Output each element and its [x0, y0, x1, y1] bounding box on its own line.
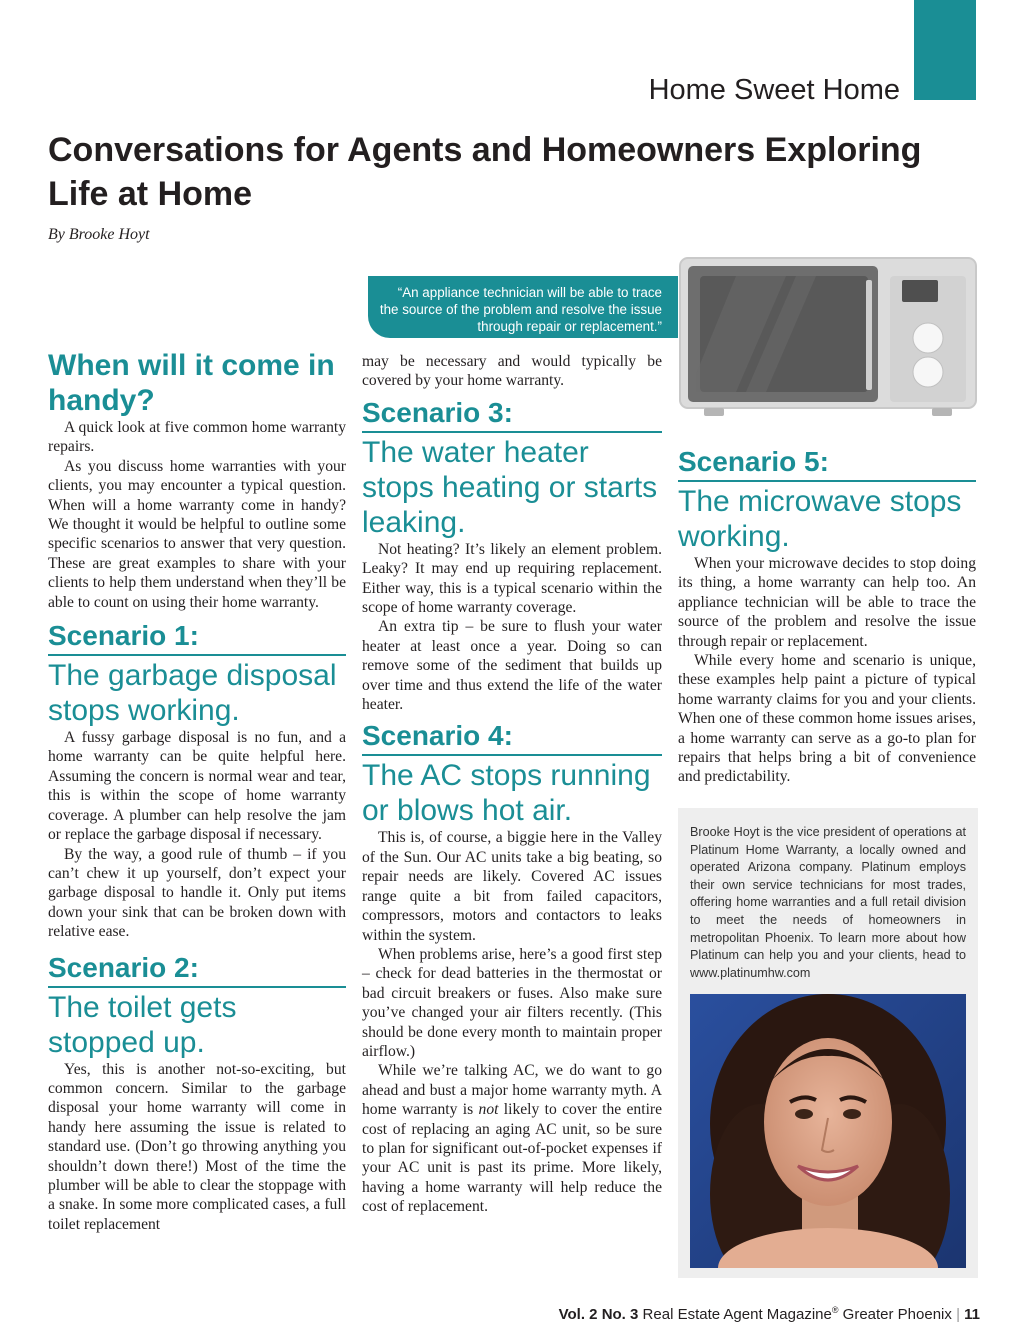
pull-quote: “An appliance technician will be able to trace the source of the problem and resolve the issue through repair or replacement.”	[368, 276, 678, 338]
author-bio-text: Brooke Hoyt is the vice president of operations at Platinum Home Warranty, a locally owned and operated Arizona company. Platinum employs their own service technicians for most trades, offering home warranties and a full retail division to meet the needs of homeowners in metropolitan Phoenix. To learn more about how Platinum can help you and your clients, head to www.platinumhw.com	[690, 825, 966, 980]
scenario-4-title: The AC stops running or blows hot air.	[362, 759, 651, 828]
scenario-2-title: The toilet gets stopped up.	[48, 990, 237, 1059]
scenario-4-paragraph-2: When problems arise, here’s a good first step – check for dead batteries in the thermostat or bad circuit breakers or fuses. Also make sure you’ve changed your air filters recently. (This should be done every month to maintain proper airflow.)	[362, 945, 662, 1060]
footer-registered-mark: ®	[831, 1305, 839, 1315]
scenario-3-paragraph-1: Not heating? It’s likely an element problem. Leaky? It may end up requiring replacement. Either way, this is a typical scenario within the scope of home warranty coverage.	[362, 540, 662, 617]
page-number: 11	[964, 1306, 980, 1323]
scenario-4-label: Scenario 4:	[362, 720, 662, 756]
scenario-4-paragraph-3-part-b: likely to cover the entire cost of replacing an aging AC unit, so be sure to plan for significant out-of-pocket expenses if your AC unit is past its prime. More likely, having a home warranty will help reduce the cost of replacement.	[362, 1101, 663, 1216]
scenario-3-label: Scenario 3:	[362, 397, 662, 433]
scenario-3-title: The water heater stops heating or starts leaking.	[362, 435, 658, 539]
corner-accent-bar	[914, 0, 976, 100]
footer-separator: |	[956, 1306, 960, 1323]
scenario-1-label: Scenario 1:	[48, 620, 346, 656]
scenario-2-label: Scenario 2:	[48, 952, 346, 988]
article-headline: Conversations for Agents and Homeowners Exploring Life at Home	[48, 131, 922, 213]
scenario-5-label: Scenario 5:	[678, 446, 976, 482]
scenario-2-paragraph-1: Yes, this is another not-so-exciting, but common concern. Similar to the garbage disposal your home warranty will come in handy here assuming the issue is related to standard use. (Don’t go throwing anything you shouldn’t down there!) Most of the time the plumber will be able to clear the stoppage with a snake. In some more complicated cases, a full toilet replacement	[48, 1060, 346, 1233]
column-1	[48, 348, 346, 1234]
scenario-4-paragraph-3-part-a: While we’re talking AC, we do want to go ahead and bust a major home warranty myth. A home warranty is	[362, 1062, 662, 1119]
intro-heading: When will it come in handy?	[48, 349, 335, 417]
footer-magazine: Real Estate Agent Magazine	[642, 1306, 832, 1323]
scenario-1-title: The garbage disposal stops working.	[48, 659, 337, 728]
scenario-1-paragraph-1: A fussy garbage disposal is no fun, and a home warranty can be quite helpful here. Assuming the concern is normal wear and tear, this is within the scope of home warranty coverage. A plumber can help resolve the jam or replace the garbage disposal if necessary.	[48, 729, 346, 844]
microwave-illustration	[676, 254, 980, 420]
footer-issue: Vol. 2 No. 3	[558, 1306, 639, 1323]
scenario-2-paragraph-1-continued: may be necessary and would typically be covered by your home warranty.	[362, 353, 662, 390]
byline: By Brooke Hoyt	[48, 226, 150, 243]
emphasis-not: not	[478, 1101, 499, 1119]
section-tag: Home Sweet Home	[648, 74, 900, 106]
scenario-1-paragraph-2: By the way, a good rule of thumb – if you can’t chew it up yourself, don’t expect your garbage disposal to handle it. Only put items down your sink that can be broken down with relative ease.	[48, 845, 346, 941]
intro-paragraph-1: A quick look at five common home warranty repairs.	[48, 419, 346, 456]
author-photo	[690, 994, 966, 1268]
footer-region: Greater Phoenix	[842, 1306, 952, 1323]
scenario-5-paragraph-1: When your microwave decides to stop doing its thing, a home warranty can help too. An appliance technician will be able to trace the source of the problem and resolve the issue through repair or replacement.	[678, 555, 976, 650]
scenario-4-paragraph-3	[362, 1061, 662, 1216]
column-2	[362, 352, 662, 1217]
scenario-3-paragraph-2: An extra tip – be sure to flush your water heater at least once a year. Doing so can remove some of the sediment that builds up over time and thus extend the life of the water heater.	[362, 618, 662, 714]
intro-paragraph-2: As you discuss home warranties with your clients, you may encounter a typical question. When will a home warranty come in handy? We thought it would be helpful to outline some specific scenarios to answer that very question. These are great examples to share with your clients to help them understand when they’ll be able to count on using their home warranty.	[48, 457, 346, 611]
column-3	[678, 446, 976, 787]
scenario-4-paragraph-1: This is, of course, a biggie here in the Valley of the Sun. Our AC units take a big beating, so repair needs are likely. Covered AC issues range quite a bit from failed capacitors, compressors, motors and contactors to leaks within the system.	[362, 829, 662, 944]
scenario-5-paragraph-2: While every home and scenario is unique, these examples help paint a picture of typical home warranty claims for you and your clients. When one of these common home issues arises, a home warranty can serve as a go-to plan for repairs that helps bring a bit of convenience and predictability.	[678, 652, 976, 786]
page-footer	[460, 1305, 980, 1323]
scenario-5-title: The microwave stops working.	[678, 485, 962, 553]
